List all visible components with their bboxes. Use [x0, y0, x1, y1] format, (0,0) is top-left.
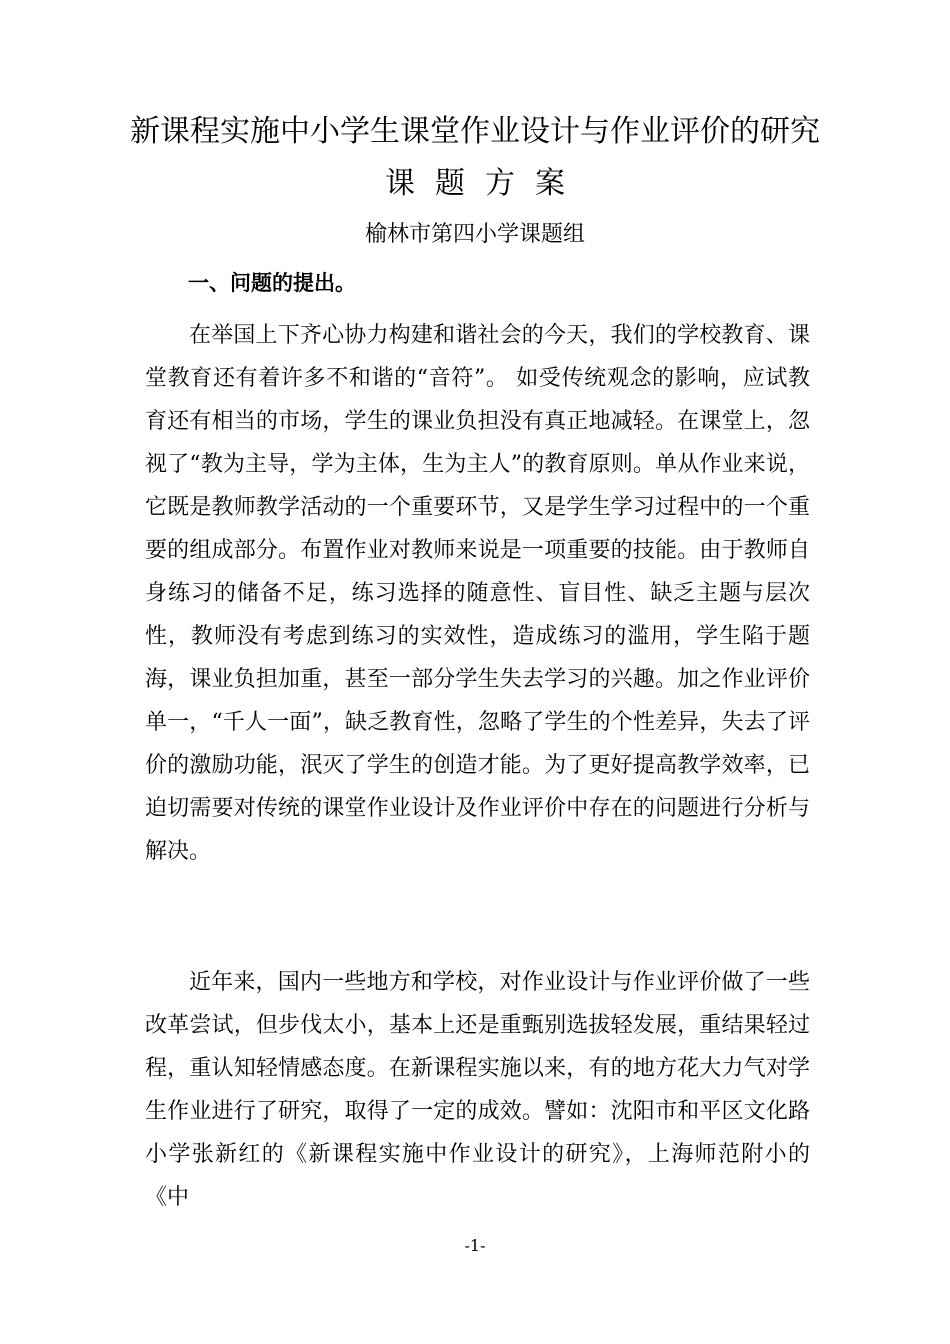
- section-heading: 一、问题的提出。: [188, 271, 356, 295]
- page-number: -1-: [464, 1236, 486, 1255]
- body-paragraph: 近年来，国内一些地方和学校，对作业设计与作业评价做了一些改革尝试，但步伐太小，基本上还是重甄别选拔轻发展，重结果轻过程，重认知轻情感态度。在新课程实施以来，有的地方花大力气对学生作业进行了研究，取得了一定的成效。譬如：沈阳市和平区文化路小学张新红的《新课程实施中作业设计的研究》，上海师范附小的《中: [145, 970, 810, 1210]
- document-subtitle: 课题方案: [385, 166, 585, 201]
- organization-name: 榆林市第四小学课题组: [364, 222, 585, 247]
- body-paragraph: 在举国上下齐心协力构建和谐社会的今天，我们的学校教育、课堂教育还有着许多不和谐的“音符”。 如受传统观念的影响，应试教育还有相当的市场，学生的课业负担没有真正地减轻。在课堂上，忽视了“教为主导，学为主体，生为主人”的教育原则。单从作业来说，它既是教师教学活动的一个重要环节，又是学生学习过程中的一个重要的组成部分。布置作业对教师来说是一项重要的技能。由于教师自身练习的储备不足，练习选择的随意性、盲目性、缺乏主题与层次性，教师没有考虑到练习的实效性，造成练习的滥用，学生陷于题海，课业负担加重，甚至一部分学生失去学习的兴趣。加之作业评价单一，“千人一面”，缺乏教育性，忽略了学生的个性差异，失去了评价的激励功能，泯灭了学生的创造才能。为了更好提高教学效率，已迫切需要对传统的课堂作业设计及作业评价中存在的问题进行分析与解决。: [145, 323, 810, 864]
- document-title: 新课程实施中小学生课堂作业设计与作业评价的研究: [130, 114, 820, 149]
